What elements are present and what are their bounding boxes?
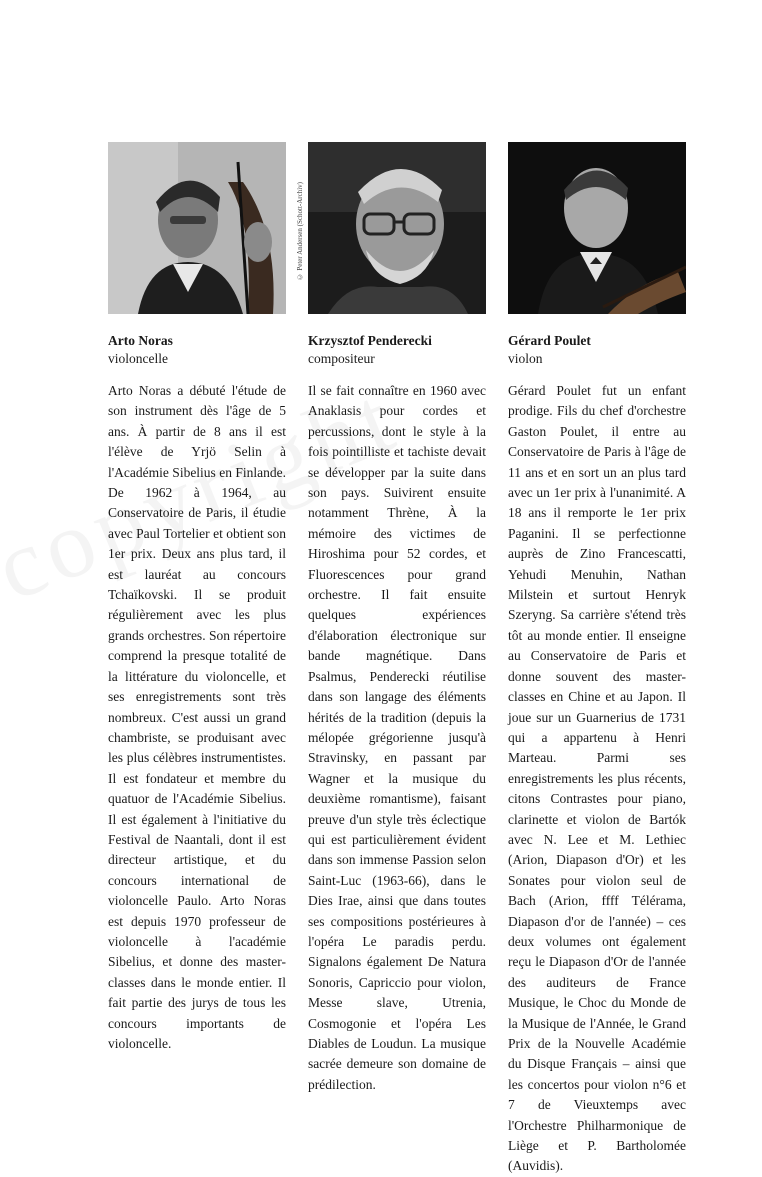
artist-biography: Arto Noras a débuté l'étude de son instrument dès l'âge de 5 ans. À partir de 8 ans il est l'élève de Yrjö Selin à l'Académie Sibelius en Finlande. De 1962 à 1964, au Conservatoire de Paris, il étudie avec Paul Tortelier et obtient son 1er prix. Deux ans plus tard, il est lauréat au concours Tchaïkovski. Il se produit régulièrement avec les plus grands orchestres. Son répertoire comprend la presque totalité de la littérature du violoncelle, et ses enregistrements sont très nombreux. C'est aussi un grand chambriste, se produisant avec les plus célèbres instrumentistes. Il est fondateur et membre du quatuor de l'Académie Sibelius. Il est également à l'initiative du Festival de Naantali, dont il est directeur artistique, et du concours international de violoncelle Paulo. Arto Noras est depuis 1970 professeur de violoncelle à l'académie Sibelius, et donne des master-classes dans le monde entier. Il fait partie des jurys de tous les concours importants de violoncelle. bbox=[108, 383, 286, 1051]
artist-column-noras bbox=[108, 142, 286, 1054]
artist-name: Gérard Poulet bbox=[508, 333, 591, 348]
artist-column-penderecki bbox=[296, 142, 486, 1095]
artist-role: violon bbox=[508, 351, 543, 366]
artist-name: Arto Noras bbox=[108, 333, 173, 348]
artist-column-poulet bbox=[508, 142, 686, 1177]
artist-biography: Gérard Poulet fut un enfant prodige. Fils du chef d'orchestre Gaston Poulet, il entre au Conservatoire de Paris à l'âge de 11 ans et en sort un an plus tard avec un 1er prix à l'unanimité. A 18 ans il remporte le 1er prix Paganini. Il se perfectionne auprès de Zino Francescatti, Yehudi Menuhin, Nathan Milstein et surtout Henryk Szeryng. Sa carrière s'étend très tôt au monde entier. Il enseigne au Conservatoire de Paris et donne souvent des master-classes en Chine et au Japon. Il joue sur un Guarnerius de 1731 qui a appartenu à Henri Marteau. Parmi ses enregistrements les plus récents, citons Contrastes pour piano, clarinette et violon de Bartók avec N. Lee et M. Lethiec (Arion, Diapason d'Or) et les Sonates pour violon seul de Bach (Arion, ffff Télérama, Diapason d'or de l'année) – ces deux volumes ont également reçu le Diapason d'Or de l'année des auditeurs de France Musique, le Choc du Monde de la Musique de l'Année, le Grand Prix de la Nouvelle Académie du Disque Français – ainsi que les concertos pour violon n°6 et 7 de Vieuxtemps avec l'Orchestre Philharmonique de Liège et P. Bartholomée (Auvidis). bbox=[508, 383, 686, 1174]
artist-name: Krzysztof Penderecki bbox=[308, 333, 432, 348]
photo-arto-noras bbox=[108, 142, 286, 314]
photo-gerard-poulet bbox=[508, 142, 686, 314]
photo-krzysztof-penderecki bbox=[308, 142, 486, 314]
artist-role: violoncelle bbox=[108, 351, 168, 366]
artist-role: compositeur bbox=[308, 351, 375, 366]
photo-credit: © Peter Andersen (Schott-Archiv) bbox=[296, 182, 304, 281]
artist-biography: Il se fait connaître en 1960 avec Anaklasis pour cordes et percussions, dont le style à la fois pointilliste et tachiste devait se développer par la suite dans son pays. Suivirent ensuite notamment Thrène, À la mémoire des victimes de Hiroshima pour 52 cordes, et Fluorescences pour grand orchestre. Il fait ensuite quelques expériences d'élaboration électronique sur bande magnétique. Dans Psalmus, Penderecki réutilise dans son langage des éléments hérités de la tradition (depuis la mélopée grégorienne jusqu'à Stravinsky, en passant par Wagner et la musique du deuxième romantisme), faisant preuve d'un style très éclectique qui est particulièrement évident dans son immense Passion selon Saint-Luc (1963-66), dans le Dies Irae, ainsi que dans toutes ses compositions postérieures à l'opéra Le paradis perdu. Signalons également De Natura Sonoris, Capriccio pour violon, Messe slave, Utrenia, Cosmogonie et l'opéra Les Diables de Loudun. La musique sacrée demeure son domaine de prédilection. bbox=[308, 383, 486, 1092]
